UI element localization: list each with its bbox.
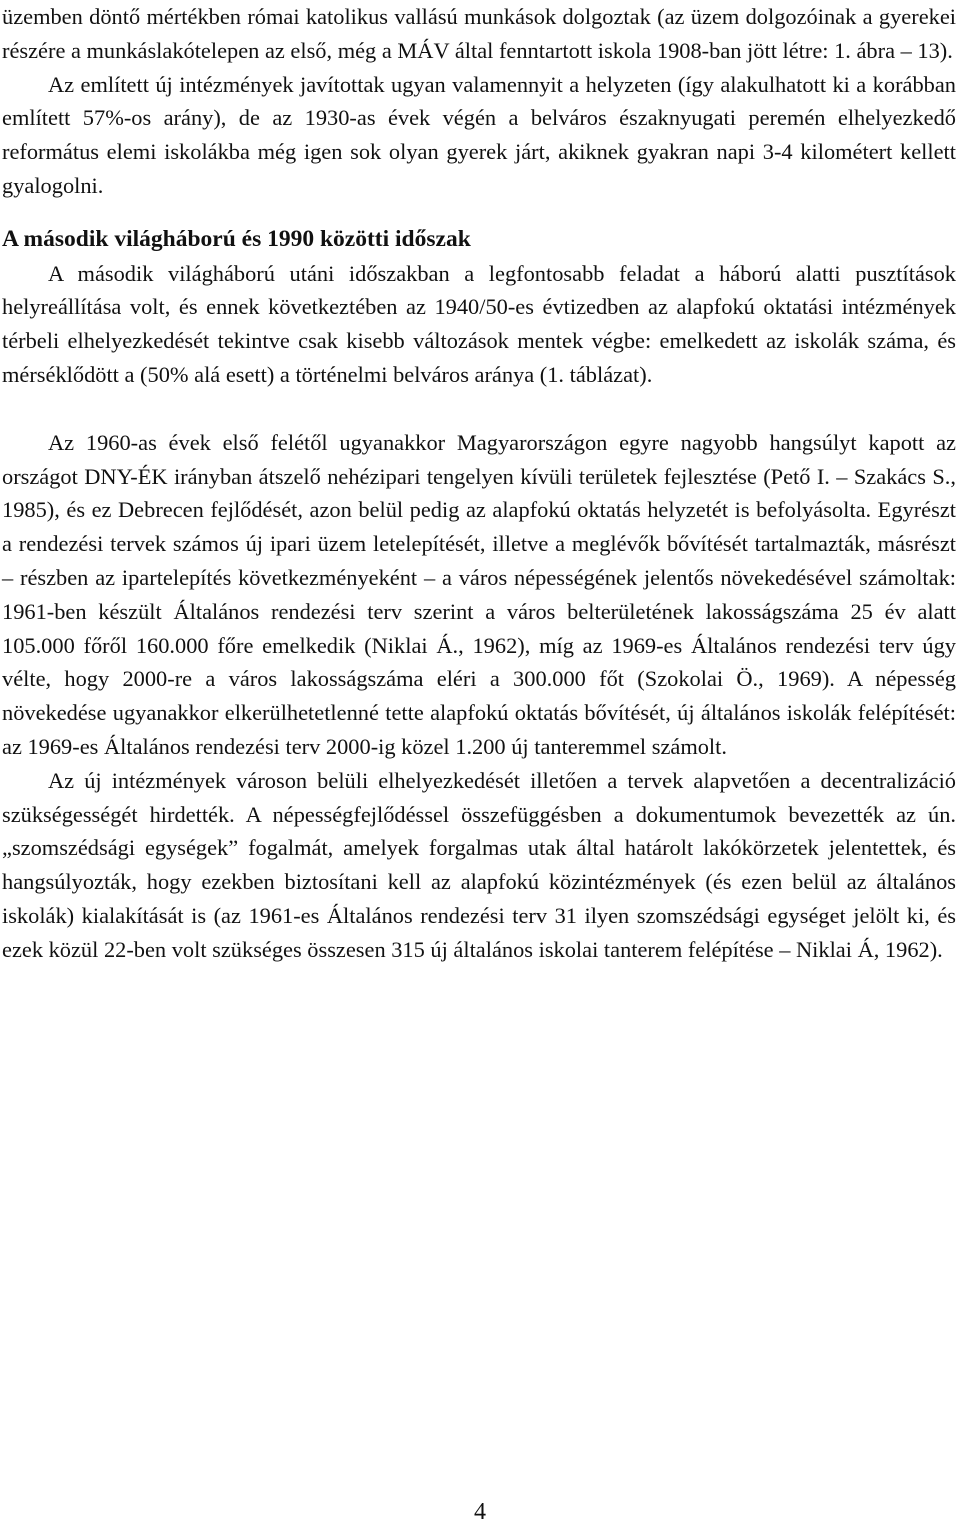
document-page <box>2 0 956 967</box>
paragraph-decentralization: Az új intézmények városon belüli elhelyezkedését illetően a tervek alapvetően a decentralizáció szükségességét hirdették. A népességfejlődéssel összefüggésben a dokumentumok bevezették az ún. „szomszédsági egységek” fogalmát, amelyek forgalmas utak által határolt lakókörzetek jelentettek, és hangsúlyozták, hogy ezekben biztosítani kell az alapfokú közintézmények (és ezen belül az általános iskolák) kialakítását is (az 1961-es Általános rendezési terv 31 ilyen szomszédsági egységet jelölt ki, és ezek közül 22-ben volt szükséges összesen 315 új általános iskolai tanterem felépítése – Niklai Á, 1962). <box>2 767 956 962</box>
paragraph-post-war: A második világháború utáni időszakban a legfontosabb feladat a háború alatti pusztítások helyreállítása volt, és ennek következtében az 1940/50-es évtizedben az alapfokú oktatási intézmények térbeli elhelyezkedését tekintve csak kisebb változások mentek végbe: emelkedett az iskolák száma, és mérséklődött a (50% alá esett) a történelmi belváros aránya (1. táblázat). <box>2 260 956 387</box>
paragraph-continued: üzemben döntő mértékben római katolikus vallású munkások dolgoztak (az üzem dolgozóinak a gyerekei részére a munkáslakótelepen az első, még a MÁV által fenntartott iskola 1908-ban jött létre: 1. ábra – 13). <box>2 4 956 63</box>
page-number: 4 <box>474 1499 486 1525</box>
paragraph-new-institutions: Az említett új intézmények javítottak ugyan valamennyit a helyzeten (így alakulhatott ki a korábban említett 57%-os arány), de az 1930-as évek végén a belváros északnyugati peremén elhelyezkedő református elemi iskolákba még igen sok olyan gyerek járt, akiknek gyakran napi 3-4 kilométert kellett gyalogolni. <box>2 71 956 198</box>
section-heading: A második világháború és 1990 közötti időszak <box>2 225 471 252</box>
paragraph-1960s: Az 1960-as évek első felétől ugyanakkor Magyarországon egyre nagyobb hangsúlyt kapott az országot DNY-ÉK irányban átszelő nehézipari tengelyen kívüli területek fejlesztése (Pető I. – Szakács S., 1985), és ez Debrecen fejlődését, azon belül pedig az alapfokú oktatás helyzetét is befolyásolta. Egyrészt a rendezési tervek számos új ipari üzem letelepítését, illetve a meglévők bővítését tartalmazták, másrészt – részben az ipartelepítés következményeként – a város népességének jelentős növekedésével számoltak: 1961-ben készült Általános rendezési terv szerint a város belterületének lakosságszáma 25 év alatt 105.000 főről 160.000 főre emelkedik (Niklai Á., 1962), míg az 1969-es Általános rendezési terv úgy vélte, hogy 2000-re a város lakosságszáma eléri a 300.000 főt (Szokolai Ö., 1969). A népesség növekedése ugyanakkor elkerülhetetlenné tette alapfokú oktatás bővítését, új általános iskolák felépítését: az 1969-es Általános rendezési terv 2000-ig közel 1.200 új tanteremmel számolt. <box>2 429 956 759</box>
